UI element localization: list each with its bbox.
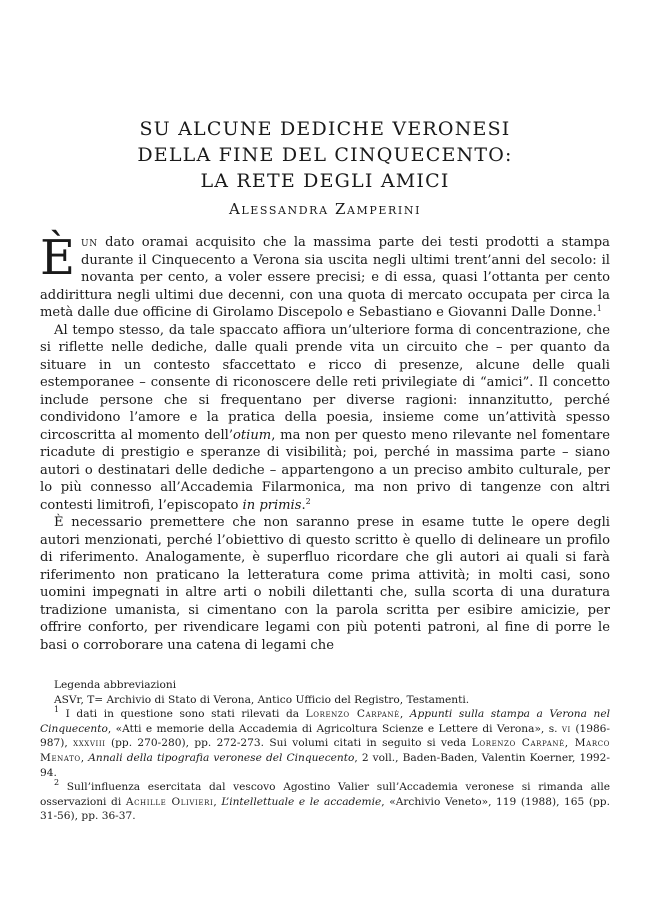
footnote-ref-2: 2 bbox=[305, 496, 311, 506]
footnote-1-publisher: , 2 voll., Baden-Baden, Valentin Koerner, 1992-94. bbox=[40, 751, 610, 779]
paragraph-1-text: dato oramai acquisito che la massima parte dei testi prodotti a stampa durante il Cinquecento a Verona sia uscita negli ultimi trent’anni del secolo: il novanta per cento, a voler essere precisi; e di essa, quasi l’ottanta per cento addirittura negli ultimi due decenni, con una quota di mercato occupata per circa la metà dalle due officine di Girolamo Discepolo e Sebastiano e Giovanni Dalle Donne. bbox=[40, 235, 610, 320]
footnote-2-number: 2 bbox=[54, 778, 60, 788]
drop-cap: È bbox=[40, 230, 76, 286]
lead-word: un bbox=[81, 235, 98, 250]
legend-entry: ASVr, T= Archivio di Stato di Verona, Antico Ufficio del Registro, Testamenti. bbox=[54, 693, 470, 706]
title-line-2: DELLA FINE DEL CINQUECENTO: bbox=[137, 144, 513, 166]
footnote-1-series: vi bbox=[561, 722, 571, 735]
paragraph-2-text-a: Al tempo stesso, da tale spaccato affiora un’ulteriore forma di concentrazione, che si riflette nelle dediche, dalle quali prende vita un circuito che – per quanto da situare in un contesto sfaccettato e ricco di presenze, alcune delle quali estemporanee – consente di riconoscere delle reti privilegiate di “amici”. Il concetto include persone che si frequentano per diverse ragioni: innanzitutto, perché condividono l’amore e la pratica della poesia, insieme come un’attività spesso circoscritta al momento dell’ bbox=[40, 322, 610, 443]
article-body bbox=[40, 230, 610, 654]
title-line-1: SU ALCUNE DEDICHE VERONESI bbox=[139, 118, 511, 140]
footnote-1-authors-2: Lorenzo Carpanè, Marco Menato bbox=[40, 737, 611, 764]
article-author: Alessandra Zamperini bbox=[228, 200, 422, 218]
footnote-1-sep-2: , bbox=[80, 751, 89, 764]
footnote-1-sep: , bbox=[399, 708, 410, 721]
otium-word: otium bbox=[233, 427, 272, 443]
article-title bbox=[0, 116, 650, 194]
paragraph-2-text-b: , ma non per questo meno rilevante nel fomentare ricadute di prestigio e speranze di visibilità; poi, perché in massima parte – siano autori o destinatari delle dediche – appartengono a un preciso ambito culturale, per lo più connesso all’Accademia Filarmonica, ma non privo di tangenze con altri contesti limitrofi, l’episcopato bbox=[40, 427, 610, 513]
in-primis-phrase: in primis bbox=[242, 497, 302, 513]
paragraph-3: È necessario premettere che non saranno prese in esame tutte le opere degli autori menzionati, perché l’obiettivo di questo scritto è quello di delineare un profilo di riferimento. Analogamente, è superfluo ricordare che gli autori ai quali si farà riferimento non praticano la letteratura come prima attività; in molti casi, sono uomini impegnati in altre arti o nobili dilettanti che, sulla scorta di una duratura tradizione umanista, si cimentano con la parola scritta per esibire amicizie, per offrire conforto, per rivendicare legami con più potenti patroni, al fine di porre le basi o corroborare una catena di legami che bbox=[40, 515, 610, 653]
footnote-1 bbox=[40, 707, 610, 780]
footnote-2-author: Achille Olivieri bbox=[125, 795, 214, 808]
footnote-1-title: Appunti sulla stampa a Verona nel Cinquecento bbox=[40, 708, 610, 735]
footnote-2 bbox=[40, 780, 610, 824]
footnote-ref-1: 1 bbox=[596, 304, 602, 313]
footnote-1-title-2: Annali della tipografia veronese del Cinquecento bbox=[88, 751, 355, 764]
footnote-1-text: I dati in questione sono stati rilevati da bbox=[59, 708, 306, 721]
footnote-1-pages: (pp. 270-280), pp. 272-273. Sui volumi citati in seguito si veda bbox=[105, 737, 472, 750]
paragraph-2 bbox=[40, 322, 610, 515]
footnote-1-journal: , «Atti e memorie della Accademia di Agricoltura Scienze e Lettere di Verona», s. bbox=[107, 722, 562, 735]
footnote-2-sep: , bbox=[213, 795, 222, 808]
footnote-1-author: Lorenzo Carpanè bbox=[305, 708, 400, 721]
title-line-3: LA RETE DEGLI AMICI bbox=[200, 170, 450, 192]
footnote-1-year: (1986-987), bbox=[40, 722, 611, 750]
paragraph-1 bbox=[40, 230, 610, 322]
footnote-2-journal: , «Archivio Veneto», 119 (1988), 165 (pp. 31-56), pp. 36-37. bbox=[40, 795, 610, 823]
footnote-2-text: Sull’influenza esercitata dal vescovo Agostino Valier sull’Accademia veronese si rimanda alle osservazioni di bbox=[40, 781, 610, 808]
footnote-1-number: 1 bbox=[54, 705, 60, 715]
footnote-2-title: L’intellettuale e le accademie bbox=[221, 795, 382, 808]
paragraph-2-text-c: . bbox=[301, 497, 306, 513]
legend-heading: Legenda abbreviazioni bbox=[54, 679, 177, 691]
footnotes bbox=[40, 678, 610, 824]
footnote-1-volume: xxxviii bbox=[73, 737, 106, 750]
